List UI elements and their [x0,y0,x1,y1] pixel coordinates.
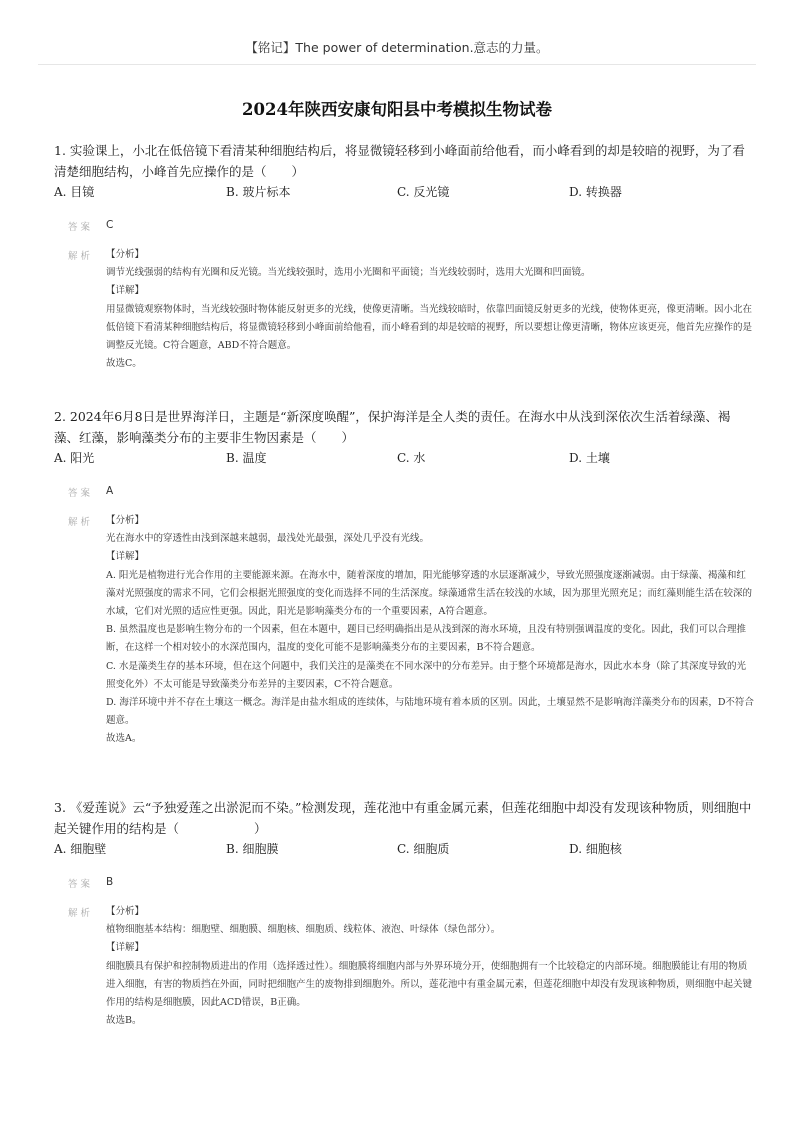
analysis-line: 【详解】 [106,942,145,954]
option-c: C. 细胞质 [397,842,450,856]
analysis-line: 【分析】 [106,515,145,526]
analysis-line: D. 海洋环境中并不存在土壤这一概念。海洋是由盐水组成的连续体，与陆地环境有着本质的区别。因此，土壤显然不是影响海洋藻类分布的因素，D不符合题意。 [106,697,754,727]
options-row [54,840,754,860]
analysis-label: 解析 [68,908,94,919]
option-a: A. 细胞壁 [54,842,107,856]
answer-value: C [106,219,114,231]
option-c: C. 反光镜 [397,185,450,199]
analysis-block [54,512,754,749]
analysis-block [54,246,754,373]
analysis-line: 【详解】 [106,285,145,297]
question-3 [54,797,754,1030]
answer-row [54,876,754,894]
analysis-label: 解析 [68,251,94,262]
options-row [54,449,754,469]
question-stem: 3. 《爱莲说》云“予独爱莲之出淤泥而不染。”检测发现，莲花池中有重金属元素，但莲花细胞中却没有发现该种物质，则细胞中起关键作用的结构是（ ） [54,800,752,836]
analysis-line: 调节光线强弱的结构有光圈和反光镜。当光线较强时，选用小光圈和平面镜；当光线较弱时，选用大光圈和凹面镜。 [106,267,591,279]
analysis-body [106,903,754,1030]
option-a: A. 阳光 [54,451,95,465]
analysis-line: 故选C。 [106,358,142,370]
analysis-line: 【分析】 [106,906,145,917]
option-d: D. 转换器 [569,185,622,199]
analysis-line: 故选B。 [106,1015,142,1027]
analysis-block [54,903,754,1030]
option-b: B. 温度 [226,451,267,465]
analysis-body [106,246,754,373]
option-c: C. 水 [397,451,426,465]
answer-value: A [106,485,114,497]
document-title: 2024年陕西安康旬阳县中考模拟生物试卷 [242,100,552,119]
answer-label: 答案 [68,222,94,233]
header-motto: 【铭记】The power of determination.意志的力量。 [245,40,549,55]
option-a: A. 目镜 [54,185,95,199]
analysis-line: 用显微镜观察物体时，当光线较强时物体能反射更多的光线，使像更清晰。当光线较暗时，依靠凹面镜反射更多的光线，使物体更亮，像更清晰。因小北在低倍镜下看清某种细胞结构后，将显微镜轻移到小峰面前给他看，而小峰看到的却是较暗的视野，所以要想让像更清晰，物体应该更亮，他首先应操作的是调整反光镜。C符合题意，ABD不符合题意。 [106,303,753,352]
analysis-line: 细胞膜具有保护和控制物质进出的作用（选择透过性）。细胞膜将细胞内部与外界环境分开，使细胞拥有一个比较稳定的内部环境。细胞膜能让有用的物质进入细胞，有害的物质挡在外面，同时把细胞产生的废物排到细胞外。所以，莲花池中有重金属元素，但莲花细胞中却没有发现该种物质，则细胞中起关键作用的结构是细胞膜，因此ACD错误，B正确。 [106,960,753,1009]
analysis-line: C. 水是藻类生存的基本环境，但在这个问题中，我们关注的是藻类在不同水深中的分布差异。由于整个环境都是海水，因此水本身（除了其深度导致的光照变化外）不太可能是导致藻类分布差异的主要因素，C不符合题意。 [106,660,746,690]
answer-row [54,485,754,503]
analysis-line: 【详解】 [106,551,145,563]
analysis-line: 故选A。 [106,733,142,745]
option-b: B. 玻片标本 [226,185,291,199]
question-2 [54,406,754,749]
analysis-line: 植物细胞基本结构：细胞壁、细胞膜、细胞核、细胞质、线粒体、液泡、叶绿体（绿色部分）。 [106,924,501,936]
question-stem: 2. 2024年6月8日是世界海洋日，主题是“新深度唤醒”，保护海洋是全人类的责任。在海水中从浅到深依次生活着绿藻、褐藻、红藻，影响藻类分布的主要非生物因素是（ ） [54,409,731,445]
option-b: B. 细胞膜 [226,842,279,856]
options-row [54,183,754,203]
question-1 [54,140,754,373]
answer-label: 答案 [68,488,94,499]
analysis-body [106,512,754,749]
answer-value: B [106,876,114,888]
answer-label: 答案 [68,879,94,890]
analysis-line: 光在海水中的穿透性由浅到深越来越弱，最浅处光最强，深处几乎没有光线。 [106,533,430,545]
question-stem: 1. 实验课上，小北在低倍镜下看清某种细胞结构后，将显微镜轻移到小峰面前给他看，而小峰看到的却是较暗的视野，为了看清楚细胞结构，小峰首先应操作的是（ ） [54,143,745,179]
analysis-line: B. 虽然温度也是影响生物分布的一个因素，但在本题中，题目已经明确指出是从浅到深的海水环境，且没有特别强调温度的变化。因此，我们可以合理推断，在这样一个相对较小的水深范围内，温度的变化可能不是影响藻类分布的主要因素，B不符合题意。 [106,624,747,654]
analysis-label: 解析 [68,517,94,528]
answer-row [54,219,754,237]
option-d: D. 土壤 [569,451,610,465]
analysis-line: 【分析】 [106,249,145,260]
header-divider [38,64,756,65]
analysis-line: A. 阳光是植物进行光合作用的主要能源来源。在海水中，随着深度的增加，阳光能够穿透的水层逐渐减少，导致光照强度逐渐减弱。由于绿藻、褐藻和红藻对光照强度的需求不同，它们会根据光照强度的变化而选择不同的生活深度。绿藻通常生活在较浅的水域，因为那里光照充足；而红藻则能生活在较深的水域，它们对光照的适应性更强。因此，阳光是影响藻类分布的一个重要因素，A符合题意。 [106,569,753,618]
option-d: D. 细胞核 [569,842,622,856]
